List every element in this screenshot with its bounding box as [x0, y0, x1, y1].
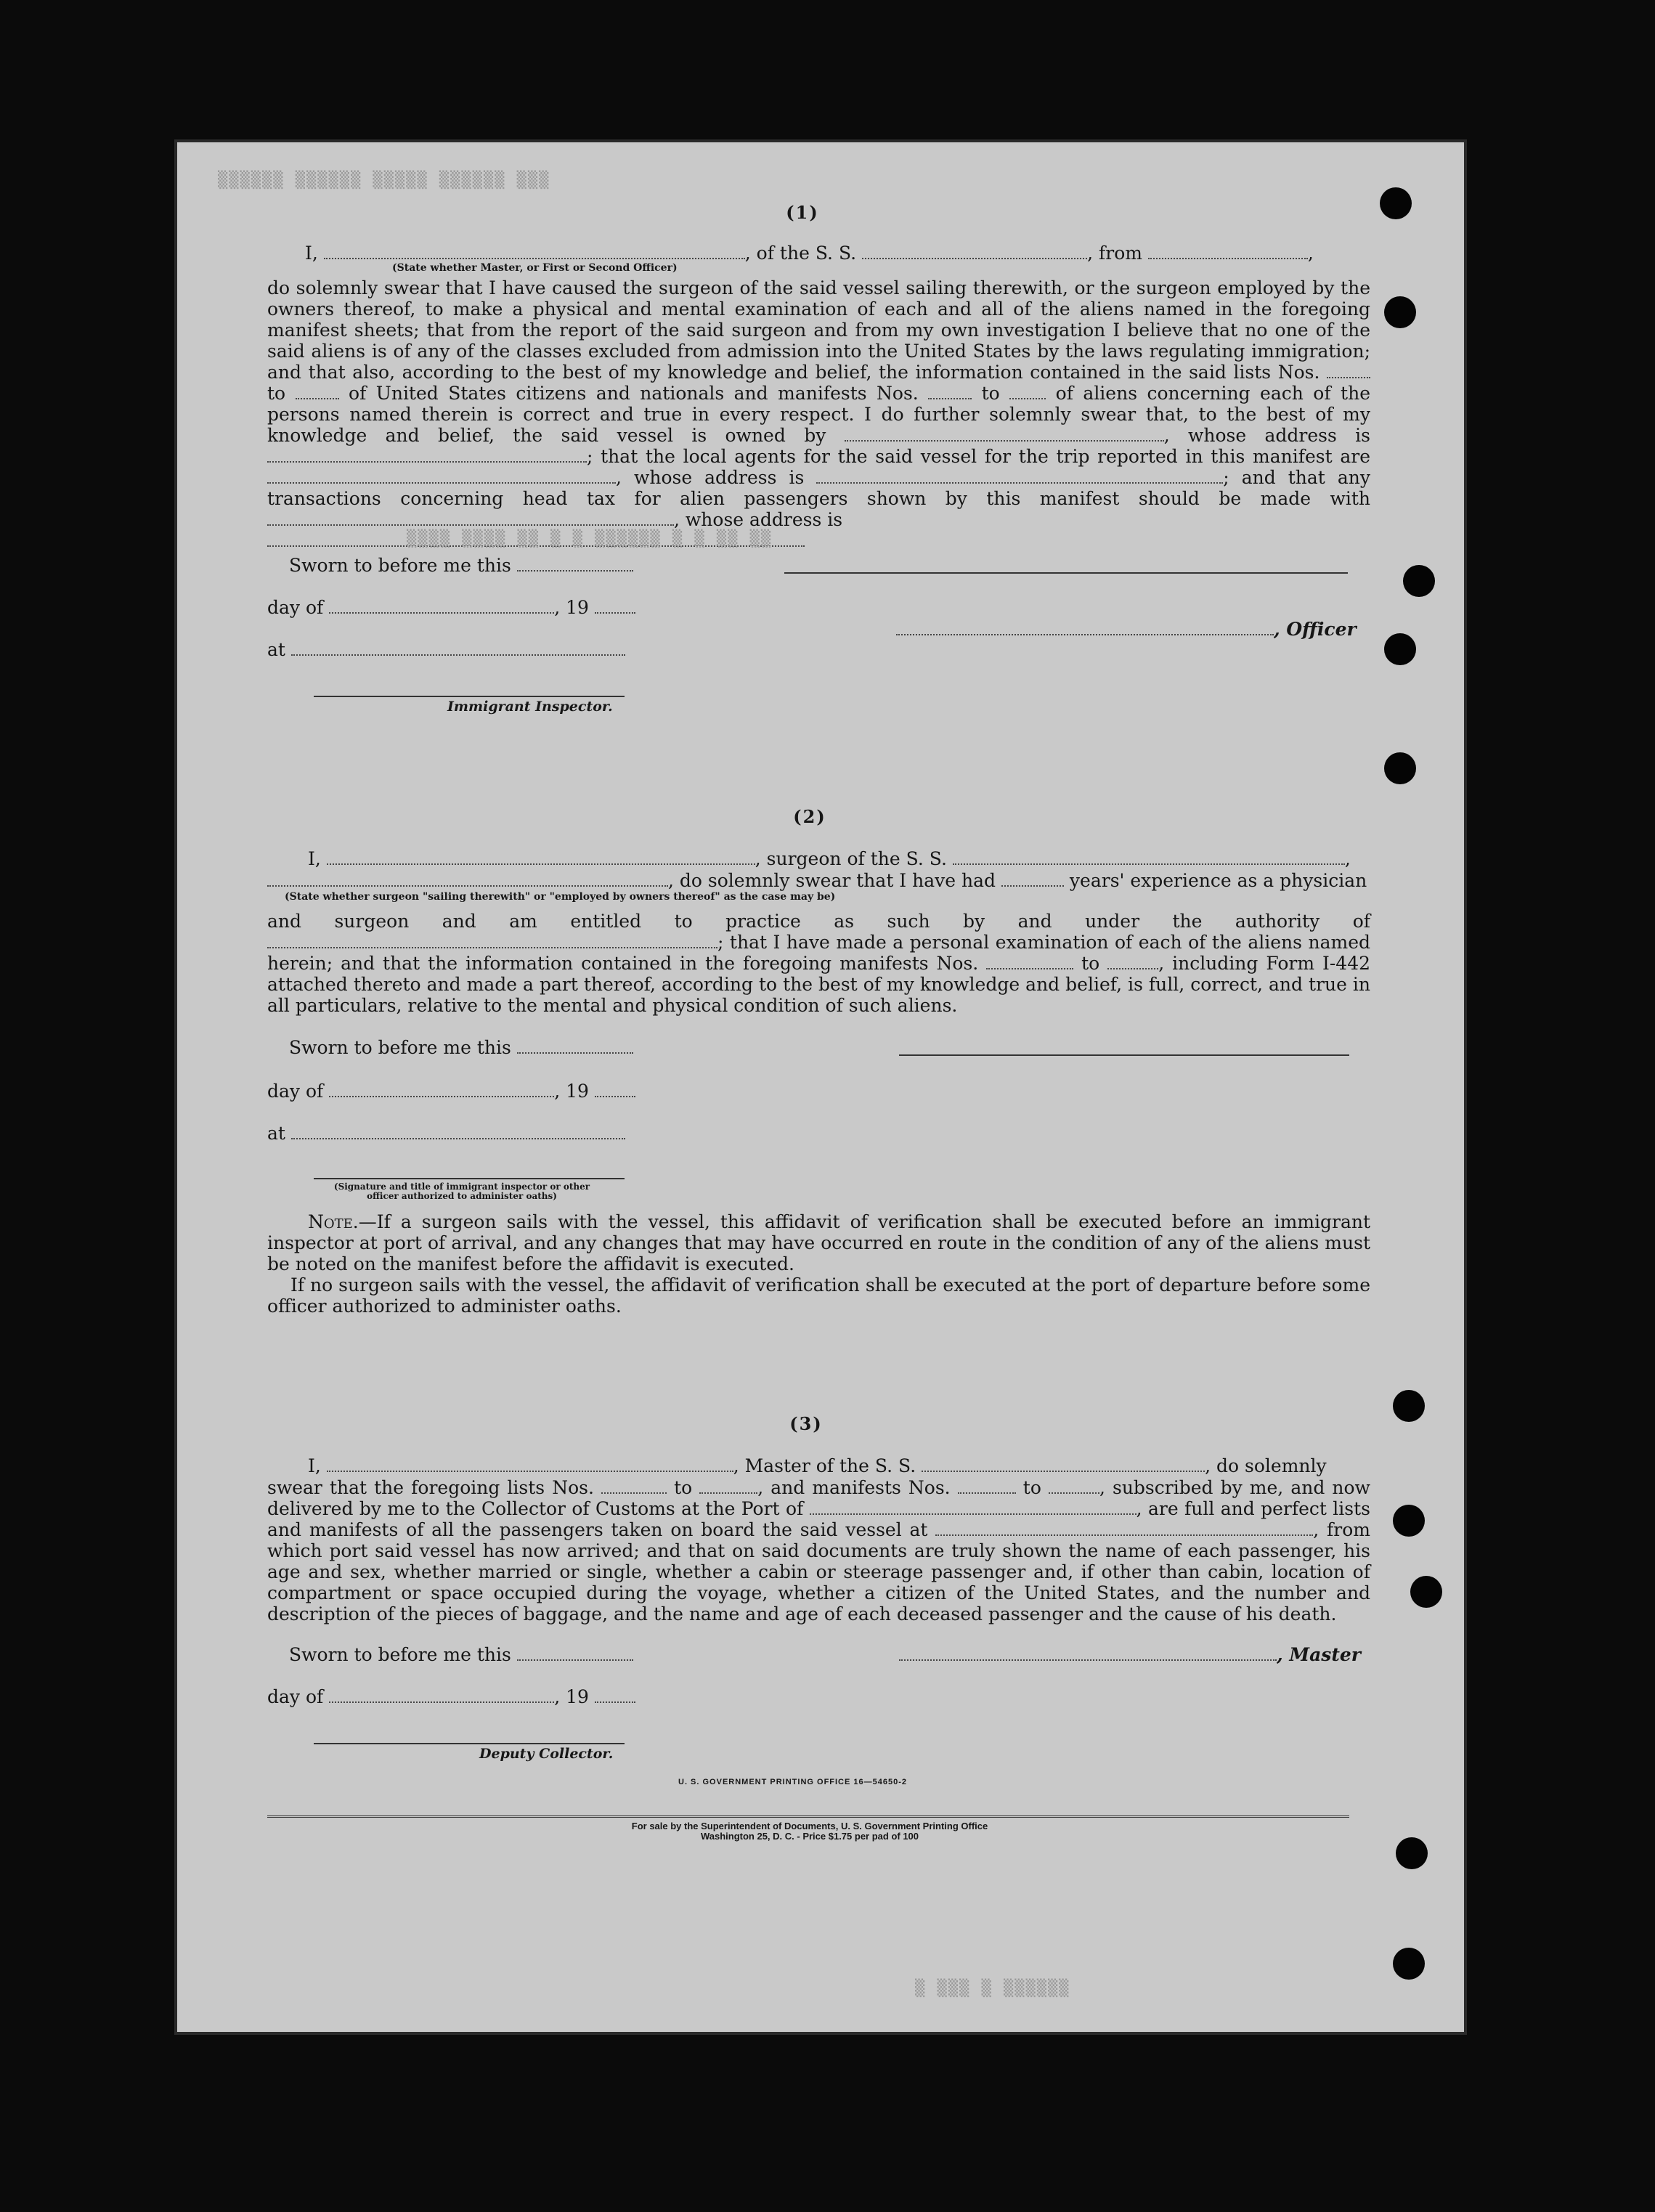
punch-hole-7: [1393, 1505, 1425, 1537]
s1-officer-topline: [784, 572, 1348, 574]
punch-hole-5: [1384, 752, 1416, 784]
s1-dayof-line: [267, 597, 635, 618]
s2-note: [267, 1211, 1370, 1317]
s2-at-line: [267, 1123, 625, 1144]
punch-hole-10: [1393, 1948, 1425, 1980]
s2-dayof-line: [267, 1081, 635, 1102]
s3-master-field[interactable]: [899, 1645, 1277, 1661]
s1-at-field[interactable]: [291, 640, 625, 656]
s1-body: do solemnly swear that I have caused the surgeon of the said vessel sailing therewith, or the surgeon employed by the owners thereof, to make a physical and mental examination of each and all of the aliens named in the foregoing manifest sheets; that from the report of the said surgeon and from my own investigation I believe that no one of the said aliens is of any of the classes excluded from admission into the United States by the laws regulating immigration; and that also, according to the best of my knowledge and belief, the information contained in the said lists Nos. to of United States citizens and nationals and manifests Nos. to of aliens concerning each of the persons named therein is correct and true in every respect. I do further solemnly swear that, to the best of my knowledge and belief, the said vessel is owned by , whose address is ; that the local agents for the said vessel for the trip reported in this manifest are , whose address is ; and that any transactions concerning head tax for alien passengers shown by this manifest should be made with , whose address is: [267, 277, 1370, 551]
s2-manifests-from[interactable]: [986, 953, 1073, 969]
s1-at-line: [267, 639, 625, 660]
s1-officer-line: [896, 619, 1357, 640]
s3-sworn-line: [289, 1644, 633, 1665]
s1-agents-address[interactable]: [816, 468, 1223, 484]
s1-of-ss: , of the S. S.: [744, 243, 857, 264]
s2-authority: and surgeon and am entitled to practice as such by and under the authority of: [267, 911, 1370, 932]
s3-manifests-from[interactable]: [958, 1478, 1016, 1494]
sale-line-2: Washington 25, D. C. - Price $1.75 per pad of 100: [700, 1831, 919, 1842]
s3-swear: swear that the foregoing lists Nos.: [267, 1477, 594, 1498]
s3-body-text: port said vessel has now arrived; and that on said documents are truly shown the name of each passenger, his age and sex, whether married or single, whether a cabin or steerage passenger and, if other than cabin, location of compartment or space occupied during the voyage, whether a citizen of the United States, and the number and description of the pieces of baggage, and the name and age of each deceased passenger and the cause of his death.: [267, 1540, 1370, 1625]
s2-inspector-line: [314, 1178, 625, 1179]
s2-body-text: ; that I have made a personal examination of each of the aliens named herein; and that the information contained in the foregoing manifests Nos.: [267, 932, 1370, 974]
punch-hole-9: [1396, 1837, 1428, 1869]
s3-full: , are full and perfect lists and manifests of all the passengers taken on board the said vessel at: [267, 1498, 1371, 1540]
s3-master: , Master: [1277, 1644, 1361, 1665]
s3-master-of: , Master of the S. S.: [733, 1455, 916, 1476]
s3-nineteen: , 19: [554, 1686, 589, 1707]
s1-head-tax: ; and that any transactions concerning head tax for alien passengers shown by this manifest should be made with: [267, 467, 1370, 509]
sale-notice: [508, 1821, 1111, 1842]
punch-hole-8: [1410, 1576, 1442, 1608]
s2-surgeon-sig-line: [899, 1054, 1349, 1056]
s2-note2: If no surgeon sails with the vessel, the affidavit of verification shall be executed at the port of departure before some officer authorized to administer oaths.: [267, 1274, 1370, 1317]
s1-to1: to: [267, 383, 286, 404]
s1-from: , from: [1087, 243, 1142, 264]
s1-manifests-from[interactable]: [928, 383, 972, 399]
s2-authority-field[interactable]: [267, 932, 717, 948]
s3-day-field[interactable]: [329, 1687, 554, 1703]
s3-port-field[interactable]: [810, 1499, 1136, 1515]
s1-whose3: , whose address is: [674, 509, 843, 530]
s1-officer: , Officer: [1274, 619, 1357, 640]
s1-owner-address[interactable]: [267, 447, 587, 463]
sale-line-1: For sale by the Superintendent of Documents, U. S. Government Printing Office: [631, 1821, 988, 1831]
s2-solemnly-line: [267, 870, 1367, 891]
s3-lists-to[interactable]: [699, 1478, 757, 1494]
section-3-number: (3): [789, 1413, 823, 1434]
s2-at: at: [267, 1123, 285, 1144]
punch-hole-3: [1403, 565, 1435, 597]
bleed-through-bottom: ▒ ▒▒▒ ▒ ▒▒▒▒▒▒: [915, 1980, 1070, 1998]
punch-hole-4: [1384, 633, 1416, 665]
s1-whose2: whose address is: [633, 467, 805, 488]
s3-do-solemnly: , do solemnly: [1205, 1455, 1327, 1476]
s1-body-a: do solemnly swear that I have caused the surgeon of the said vessel sailing therewith, or the surgeon employed by the owners thereof, to make a physical and mental examination of each and all of the aliens named in the foregoing manifest sheets; that from the report of the said surgeon and from my own investigation I believe that no one of the said aliens is of any of the classes excluded from admission into the United States by the laws regulating immigration; and that also, according to the best of my knowledge and belief, the information contained in the said lists Nos.: [267, 277, 1370, 383]
s2-state-note: (State whether surgeon "sailing therewith" or "employed by owners thereof" as the case may be): [285, 891, 836, 903]
s2-sworn-line: [289, 1037, 633, 1058]
s1-sworn: Sworn to before me this: [289, 555, 511, 576]
s1-year-field[interactable]: [595, 598, 635, 614]
s1-to2: to: [981, 383, 1000, 404]
s1-of-us: of United States citizens and nationals and manifests Nos.: [349, 383, 919, 404]
section-2-number: (2): [793, 806, 826, 827]
gpo-imprint: U. S. GOVERNMENT PRINTING OFFICE 16—54650-2: [678, 1778, 908, 1786]
s3-to2: to: [1022, 1477, 1041, 1498]
s2-note1: —If a surgeon sails with the vessel, this affidavit of verification shall be executed before an immigrant inspector at port of arrival, and any changes that may have occurred en route in the condition of any of the aliens must be noted on the manifest before the affidavit is executed.: [267, 1211, 1371, 1274]
s1-lists-to[interactable]: [296, 383, 339, 399]
s3-header-line: [308, 1455, 1327, 1476]
s3-name-field[interactable]: [327, 1456, 733, 1472]
s1-body-b: of aliens concerning each of the persons named therein is correct and true in every respect. I do further solemnly swear that, to the best of my knowledge and belief, the said vessel is owned by: [267, 383, 1370, 446]
s1-officer-field[interactable]: [896, 619, 1274, 635]
s1-head-tax-field[interactable]: [267, 510, 674, 526]
bleed-through-text: ▒▒▒▒ ▒▒▒▒ ▒▒ ▒ ▒ ▒▒▒▒▒▒ ▒ ▒ ▒▒ ▒▒: [407, 530, 773, 548]
s1-header-line: I, , of the S. S. , from ,: [305, 243, 1314, 264]
s1-nineteen: , 19: [554, 597, 589, 618]
s2-name-field[interactable]: [327, 849, 755, 865]
s2-nineteen: , 19: [554, 1081, 589, 1102]
s2-year-field[interactable]: [595, 1081, 635, 1097]
s2-vessel-field[interactable]: [953, 849, 1345, 865]
punch-hole-1: [1380, 187, 1412, 219]
s2-note-label: Note.: [307, 1211, 359, 1232]
s2-manifests-to[interactable]: [1107, 953, 1158, 969]
s3-year-field[interactable]: [595, 1687, 635, 1703]
s2-day-field[interactable]: [329, 1081, 554, 1097]
s2-solemnly: , do solemnly swear that I have had: [668, 870, 996, 891]
s1-inspector-line: [314, 696, 625, 697]
s3-dayof: day of: [267, 1686, 324, 1707]
s2-status-field[interactable]: [267, 871, 668, 887]
s2-surgeon-of: , surgeon of the S. S.: [755, 848, 947, 869]
s1-sworn-line: [289, 555, 633, 576]
s1-name-field[interactable]: [324, 243, 745, 259]
bleed-through-text-2: ▒▒▒▒▒▒ ▒▒▒▒▒▒ ▒▒▒▒▒ ▒▒▒▒▒▒ ▒▒▒: [218, 171, 550, 190]
s1-manifests-to[interactable]: [1009, 383, 1046, 399]
s1-dayof: day of: [267, 597, 324, 618]
s3-from-which: , from which: [267, 1519, 1370, 1561]
s3-to1: to: [674, 1477, 693, 1498]
s3-dayof-line: [267, 1686, 635, 1707]
s3-deputy-caption: Deputy Collector.: [479, 1746, 614, 1762]
s1-sworn-field[interactable]: [517, 556, 633, 572]
s1-inspector-caption: Immigrant Inspector.: [447, 699, 613, 715]
s1-state-note: (State whether Master, or First or Second Officer): [392, 262, 678, 274]
s3-master-line: [899, 1644, 1361, 1665]
s2-dayof: day of: [267, 1081, 324, 1102]
s1-owner-field[interactable]: [845, 426, 1164, 442]
s3-sworn-field[interactable]: [517, 1645, 633, 1661]
s1-i: I,: [305, 243, 318, 264]
s3-and-manifests: , and manifests Nos.: [757, 1477, 951, 1498]
s2-at-field[interactable]: [291, 1123, 625, 1139]
s2-sig-note: (Signature and title of immigrant inspector or other officer authorized to administer oaths): [333, 1182, 590, 1201]
s3-sworn: Sworn to before me this: [289, 1644, 511, 1665]
s1-whose1: , whose address is: [1163, 425, 1370, 446]
s1-vessel-field[interactable]: [862, 243, 1087, 259]
section-1-number: (1): [786, 202, 819, 223]
s1-at: at: [267, 639, 285, 660]
s1-lists-from[interactable]: [1327, 362, 1370, 378]
punch-hole-6: [1393, 1390, 1425, 1422]
s2-body: [267, 911, 1370, 1016]
s1-day-field[interactable]: [329, 598, 554, 614]
s3-body: [267, 1477, 1370, 1625]
s3-vessel-field[interactable]: [922, 1456, 1205, 1472]
s2-sworn-field[interactable]: [517, 1038, 633, 1054]
s2-including: , including Form I-442 attached thereto and made a part thereof, according to the best of my knowledge and belief, is full, correct, and true in all particulars, relative to the mental and physical condition of such aliens.: [267, 953, 1371, 1016]
punch-hole-2: [1384, 296, 1416, 328]
s1-local-agents: ; that the local agents for the said vessel for the trip reported in this manifest are: [587, 446, 1370, 467]
s3-lists-from[interactable]: [601, 1478, 667, 1494]
s3-i: I,: [308, 1455, 321, 1476]
s2-header-line: I, , surgeon of the S. S. ,: [308, 848, 1351, 869]
s3-manifests-to[interactable]: [1049, 1478, 1099, 1494]
s3-deputy-line: [314, 1743, 625, 1744]
s2-to: to: [1081, 953, 1100, 974]
s3-port-departure[interactable]: [935, 1520, 1313, 1536]
s1-agents-field[interactable]: [267, 468, 616, 484]
s2-years-field[interactable]: [1001, 871, 1064, 887]
s1-from-field[interactable]: [1148, 243, 1308, 259]
s2-years: years' experience as a physician: [1069, 870, 1367, 891]
footer-rule: [267, 1815, 1349, 1818]
s3-subscribed: , subscribed by me, and now delivered by me to the Collector of Customs at the Port of: [267, 1477, 1370, 1519]
s2-i: I,: [308, 848, 321, 869]
s2-sworn: Sworn to before me this: [289, 1037, 511, 1058]
